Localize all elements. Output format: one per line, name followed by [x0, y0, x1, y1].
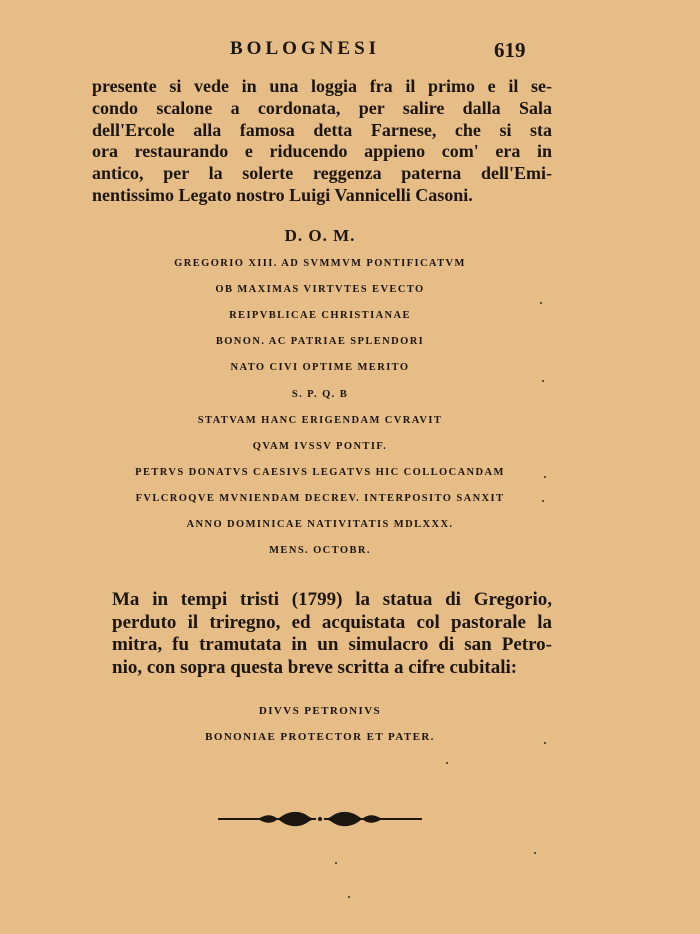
- inscription-heading: D. O. M.: [284, 226, 356, 245]
- text-line: ora restaurando e riducendo appieno com' era in: [92, 141, 552, 162]
- text-line: condo scalone a cordonata, per salire dalla Sala: [92, 97, 552, 118]
- text-line: mitra, fu tramutata in un simulacro di san Petro-: [112, 634, 552, 655]
- text-line: perduto il triregno, ed acquistata col pastorale la: [112, 611, 552, 633]
- inscription-line: PETRVS DONATVS CAESIVS LEGATVS HIC COLLOCANDAM: [135, 467, 505, 478]
- inscription-line: QVAM IVSSV PONTIF.: [252, 441, 388, 452]
- text-line: nio, con sopra questa breve scritta a cifre cubitali:: [112, 656, 518, 678]
- paper-speck: [335, 862, 337, 864]
- inscription-line: NATO CIVI OPTIME MERITO: [230, 362, 410, 373]
- text-line: Ma in tempi tristi (1799) la statua di Gregorio,: [112, 589, 552, 610]
- paper-speck: [542, 380, 544, 382]
- running-head-title: BOLOGNESI: [230, 38, 381, 59]
- paper-speck: [534, 852, 536, 854]
- inscription-line: BONON. AC PATRIAE SPLENDORI: [215, 336, 425, 347]
- inscription-line: MENS. OCTOBR.: [269, 545, 371, 556]
- inscription-line: DIVVS PETRONIVS: [258, 705, 382, 717]
- inscription-line: OB MAXIMAS VIRTVTES EVECTO: [215, 284, 425, 295]
- text-line: dell'Ercole alla famosa detta Farnese, che si sta: [92, 119, 552, 140]
- text-line: nentissimo Legato nostro Luigi Vannicelli Casoni.: [92, 184, 473, 205]
- paper-speck: [544, 476, 546, 478]
- inscription-line: BONONIAE PROTECTOR ET PATER.: [205, 731, 435, 743]
- paper-speck: [348, 896, 350, 898]
- paper-speck: [446, 762, 448, 764]
- inscription-line: S. P. Q. B: [291, 389, 349, 400]
- fleuron-rule-icon: [218, 804, 422, 834]
- inscription-line: ANNO DOMINICAE NATIVITATIS MDLXXX.: [186, 519, 454, 530]
- paper-speck: [542, 500, 544, 502]
- paper-speck: [544, 742, 546, 744]
- inscription-line: STATVAM HANC ERIGENDAM CVRAVIT: [197, 415, 443, 426]
- paragraph-intro: [92, 76, 552, 207]
- paragraph-statua: [112, 589, 552, 679]
- text-line: presente si vede in una loggia fra il primo e il se-: [92, 76, 552, 96]
- page-number: 619: [494, 38, 526, 62]
- paper-speck: [540, 302, 542, 304]
- running-head: [0, 38, 700, 66]
- inscription-line: GREGORIO XIII. AD SVMMVM PONTIFICATVM: [174, 258, 466, 269]
- text-line: antico, per la solerte reggenza paterna dell'Emi-: [92, 163, 552, 184]
- inscription-line: FVLCROQVE MVNIENDAM DECREV. INTERPOSITO SANXIT: [135, 493, 505, 504]
- inscription-line: REIPVBLICAE CHRISTIANAE: [229, 310, 411, 321]
